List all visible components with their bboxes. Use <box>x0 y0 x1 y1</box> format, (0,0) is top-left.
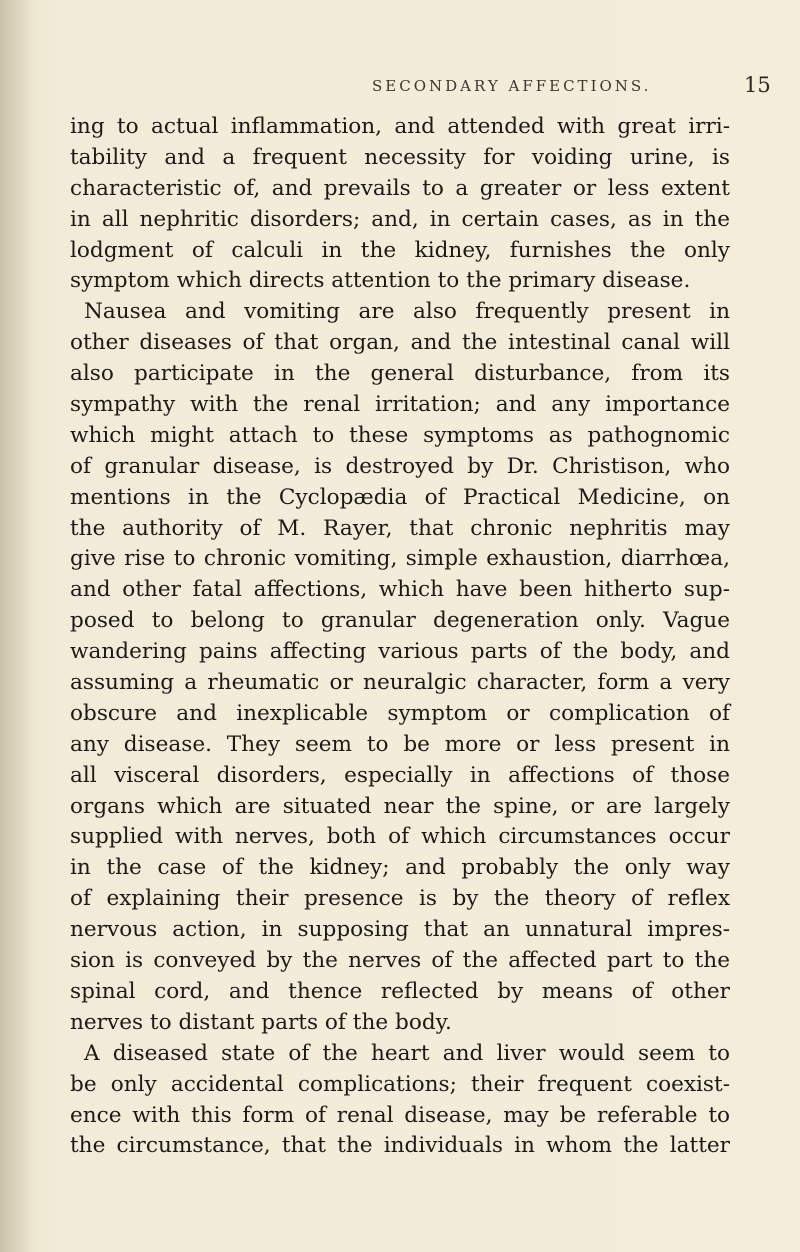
running-title: SECONDARY AFFECTIONS. <box>372 77 652 95</box>
text-line: ence with this form of renal disease, may be referable to <box>70 1102 730 1128</box>
text-line: nervous action, in supposing that an unnatural impres- <box>70 917 730 943</box>
text-line: assuming a rheumatic or neuralgic character, form a very <box>70 670 730 696</box>
text-line: symptom which directs attention to the primary disease. <box>70 268 691 294</box>
text-line: obscure and inexplicable symptom or complication of <box>70 700 730 726</box>
body-text <box>70 112 730 1162</box>
text-line: ing to actual inflammation, and attended with great irri- <box>70 114 730 139</box>
text-line: the circumstance, that the individuals in whom the latter <box>70 1133 730 1159</box>
text-line: give rise to chronic vomiting, simple exhaustion, diarrhœa, <box>70 546 730 572</box>
text-line: any disease. They seem to be more or less present in <box>70 731 730 757</box>
text-line: the authority of M. Rayer, that chronic nephritis may <box>70 515 730 541</box>
text-line: in all nephritic disorders; and, in certain cases, as in the <box>70 206 730 232</box>
text-line: posed to belong to granular degeneration only. Vague <box>70 608 730 634</box>
text-line: all visceral disorders, especially in affections of those <box>70 762 730 788</box>
text-line: which might attach to these symptoms as pathognomic <box>70 422 730 448</box>
page-number: 15 <box>744 73 771 97</box>
running-head <box>0 73 800 107</box>
text-line: of granular disease, is destroyed by Dr. Christison, who <box>70 453 730 479</box>
text-line: nerves to distant parts of the body. <box>70 1009 452 1035</box>
text-line: Nausea and vomiting are also frequently present in <box>84 299 730 325</box>
text-line: organs which are situated near the spine, or are largely <box>70 793 730 819</box>
binding-shadow <box>0 0 34 1252</box>
text-line: wandering pains affecting various parts of the body, and <box>70 639 730 665</box>
text-line: supplied with nerves, both of which circumstances occur <box>70 824 730 850</box>
text-line: also participate in the general disturbance, from its <box>70 361 730 387</box>
text-line: other diseases of that organ, and the intestinal canal will <box>70 330 730 356</box>
text-line: sion is conveyed by the nerves of the affected part to the <box>70 948 730 974</box>
text-line: sympathy with the renal irritation; and any importance <box>70 392 730 418</box>
text-line: characteristic of, and prevails to a greater or less extent <box>70 175 730 201</box>
text-line: lodgment of calculi in the kidney, furnishes the only <box>70 237 730 263</box>
text-line: in the case of the kidney; and probably the only way <box>70 855 730 881</box>
text-line: of explaining their presence is by the theory of reflex <box>70 886 730 912</box>
text-line: be only accidental complications; their frequent coexist- <box>70 1071 730 1097</box>
text-line: A diseased state of the heart and liver would seem to <box>84 1040 730 1066</box>
text-line: mentions in the Cyclopædia of Practical Medicine, on <box>70 484 730 510</box>
text-line: spinal cord, and thence reflected by means of other <box>70 978 730 1004</box>
text-line: tability and a frequent necessity for voiding urine, is <box>70 144 730 170</box>
text-line: and other fatal affections, which have been hitherto sup- <box>70 577 730 603</box>
